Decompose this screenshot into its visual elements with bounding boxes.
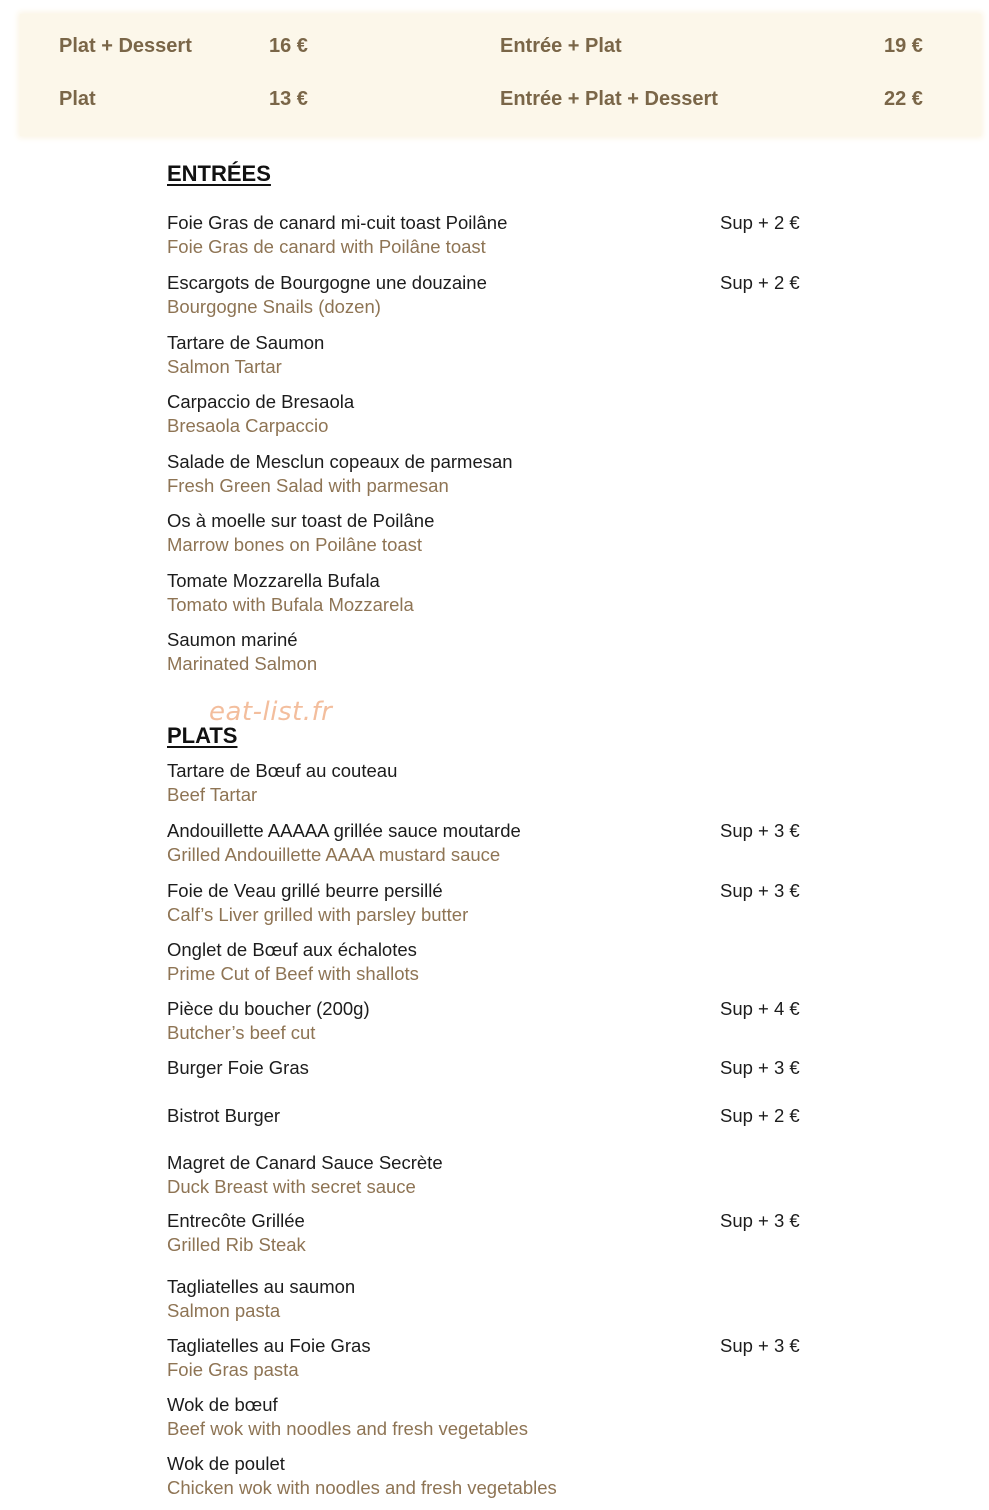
menu-item xyxy=(167,1452,827,1500)
dish-name-en: Prime Cut of Beef with shallots xyxy=(167,963,419,984)
dish-name-en: Fresh Green Salad with parmesan xyxy=(167,475,449,496)
supplement-price: Sup + 3 € xyxy=(720,1335,800,1356)
dish-name-fr: Foie Gras de canard mi-cuit toast Poilâne xyxy=(167,212,508,233)
supplement-price: Sup + 3 € xyxy=(720,1210,800,1231)
menu-item xyxy=(167,997,827,1045)
supplement-price: Sup + 2 € xyxy=(720,272,800,293)
menu-item xyxy=(167,1334,827,1382)
dish-name-en: Grilled Andouillette AAAA mustard sauce xyxy=(167,844,501,865)
dish-name-en: Bresaola Carpaccio xyxy=(167,415,329,436)
dish-name-fr: Bistrot Burger xyxy=(167,1105,281,1126)
dish-name-fr: Carpaccio de Bresaola xyxy=(167,391,355,412)
dish-name-fr: Salade de Mesclun copeaux de parmesan xyxy=(167,451,513,472)
dish-name-en: Chicken wok with noodles and fresh vegetables xyxy=(167,1477,557,1498)
dish-name-fr: Burger Foie Gras xyxy=(167,1057,309,1078)
dish-name-fr: Tagliatelles au Foie Gras xyxy=(167,1335,371,1356)
dish-name-en: Beef wok with noodles and fresh vegetables xyxy=(167,1418,528,1439)
section-title-entrees: ENTRÉES xyxy=(167,161,271,186)
supplement-price: Sup + 2 € xyxy=(720,212,800,233)
dish-name-fr: Foie de Veau grillé beurre persillé xyxy=(167,880,443,901)
dish-name-en: Marinated Salmon xyxy=(167,653,318,674)
menu-item xyxy=(167,1209,827,1257)
supplement-price: Sup + 3 € xyxy=(720,820,800,841)
dish-name-fr: Saumon mariné xyxy=(167,629,298,650)
formula-label: Plat + Dessert xyxy=(59,35,192,57)
dish-name-fr: Escargots de Bourgogne une douzaine xyxy=(167,272,487,293)
menu-item xyxy=(167,211,827,259)
menu-item xyxy=(167,569,827,617)
formula-banner xyxy=(20,14,981,136)
menu-item xyxy=(167,1393,827,1441)
section-title-plats: PLATS xyxy=(167,723,238,748)
dish-name-en: Grilled Rib Steak xyxy=(167,1234,306,1255)
dish-name-en: Butcher’s beef cut xyxy=(167,1022,316,1043)
dish-name-en: Foie Gras pasta xyxy=(167,1359,299,1380)
menu-item xyxy=(167,1056,827,1080)
supplement-price: Sup + 3 € xyxy=(720,880,800,901)
menu-item xyxy=(167,450,827,498)
menu-item xyxy=(167,819,827,867)
formula-price: 13 € xyxy=(269,88,308,110)
menu-item xyxy=(167,509,827,557)
formula-label: Plat xyxy=(59,88,96,110)
dish-name-fr: Tomate Mozzarella Bufala xyxy=(167,570,380,591)
dish-name-fr: Wok de bœuf xyxy=(167,1394,278,1415)
dish-name-en: Salmon pasta xyxy=(167,1300,281,1321)
dish-name-en: Marrow bones on Poilâne toast xyxy=(167,534,423,555)
dish-name-fr: Entrecôte Grillée xyxy=(167,1210,305,1231)
dish-name-en: Calf’s Liver grilled with parsley butter xyxy=(167,904,469,925)
supplement-price: Sup + 2 € xyxy=(720,1105,800,1126)
formula-label: Entrée + Plat + Dessert xyxy=(500,88,718,110)
dish-name-en: Duck Breast with secret sauce xyxy=(167,1176,416,1197)
dish-name-fr: Tagliatelles au saumon xyxy=(167,1276,356,1297)
dish-name-fr: Os à moelle sur toast de Poilâne xyxy=(167,510,435,531)
menu-item xyxy=(167,1151,827,1199)
menu-item xyxy=(167,390,827,438)
menu-item xyxy=(167,331,827,379)
formula-price: 19 € xyxy=(884,35,923,57)
watermark: eat-list.fr xyxy=(209,697,333,727)
dish-name-en: Beef Tartar xyxy=(167,784,258,805)
menu-item xyxy=(167,1275,827,1323)
dish-name-en: Tomato with Bufala Mozzarela xyxy=(167,594,414,615)
dish-name-fr: Pièce du boucher (200g) xyxy=(167,998,370,1019)
supplement-price: Sup + 3 € xyxy=(720,1057,800,1078)
dish-name-fr: Tartare de Saumon xyxy=(167,332,325,353)
menu-item xyxy=(167,628,827,676)
menu-item xyxy=(167,879,827,927)
menu-item xyxy=(167,271,827,319)
menu-item xyxy=(167,759,827,807)
dish-name-en: Bourgogne Snails (dozen) xyxy=(167,296,381,317)
dish-name-fr: Wok de poulet xyxy=(167,1453,285,1474)
dish-name-fr: Magret de Canard Sauce Secrète xyxy=(167,1152,443,1173)
dish-name-fr: Andouillette AAAAA grillée sauce moutarde xyxy=(167,820,521,841)
supplement-price: Sup + 4 € xyxy=(720,998,800,1019)
dish-name-fr: Onglet de Bœuf aux échalotes xyxy=(167,939,417,960)
menu-item xyxy=(167,1104,827,1128)
dish-name-fr: Tartare de Bœuf au couteau xyxy=(167,760,398,781)
formula-price: 16 € xyxy=(269,35,308,57)
dish-name-en: Salmon Tartar xyxy=(167,356,282,377)
formula-label: Entrée + Plat xyxy=(500,35,622,57)
menu-item xyxy=(167,938,827,986)
formula-price: 22 € xyxy=(884,88,923,110)
dish-name-en: Foie Gras de canard with Poilâne toast xyxy=(167,236,486,257)
